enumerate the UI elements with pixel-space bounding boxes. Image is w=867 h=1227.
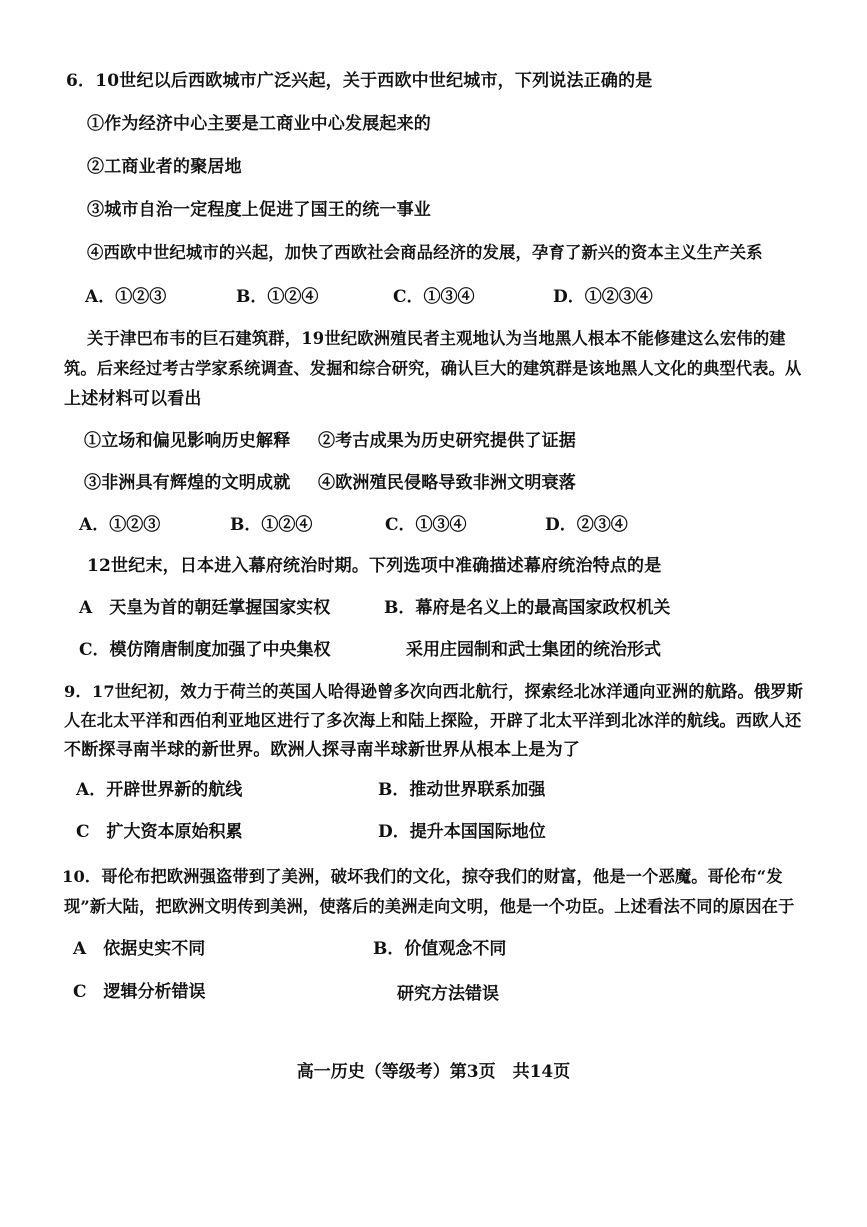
q6-option-d: D．①②③④ (553, 287, 653, 307)
q7-item-3: ③非洲具有辉煌的文明成就 (84, 473, 291, 493)
q10-stem-line-2: 现”新大陆，把欧洲文明传到美洲，使落后的美洲走向文明，他是一个功臣。上述看法不同的原因在于 (64, 897, 795, 916)
q8-stem: 12世纪末，日本进入幕府统治时期。下列选项中准确描述幕府统治特点的是 (87, 556, 662, 576)
q7-option-c: C．①③④ (385, 515, 467, 535)
q7-stem-line-1: 关于津巴布韦的巨石建筑群，19世纪欧洲殖民者主观地认为当地黑人根本不能修建这么宏伟的建 (87, 329, 786, 348)
q7-stem-line-2: 筑。后来经过考古学家系统调查、发掘和综合研究，确认巨大的建筑群是该地黑人文化的典型代表。从 (64, 359, 802, 378)
q10-option-b: B．价值观念不同 (373, 939, 507, 959)
q10-option-d: 研究方法错误 (397, 984, 499, 1004)
q9-option-c: C 扩大资本原始积累 (76, 822, 243, 842)
q8-option-c: C．模仿隋唐制度加强了中央集权 (79, 640, 331, 660)
q8-option-d: 采用庄园制和武士集团的统治形式 (406, 640, 661, 660)
q7-item-2: ②考古成果为历史研究提供了证据 (318, 431, 576, 451)
q7-item-4: ④欧洲殖民侵略导致非洲文明衰落 (318, 473, 576, 493)
q9-option-d: D．提升本国国际地位 (378, 822, 546, 842)
q9-stem-line-3: 不断探寻南半球的新世界。欧洲人探寻南半球新世界从根本上是为了 (64, 740, 580, 760)
q10-option-c: C 逻辑分析错误 (73, 982, 206, 1002)
q6-item-1: ①作为经济中心主要是工商业中心发展起来的 (87, 114, 431, 134)
q10-option-a: A 依据史实不同 (73, 939, 206, 959)
q7-option-b: B．①②④ (230, 515, 313, 535)
q7-item-1: ①立场和偏见影响历史解释 (84, 431, 291, 451)
q6-option-a: A．①②③ (85, 287, 167, 307)
q6-option-b: B．①②④ (236, 287, 319, 307)
q9-option-a: A．开辟世界新的航线 (76, 780, 243, 800)
q6-item-4: ④西欧中世纪城市的兴起，加快了西欧社会商品经济的发展，孕育了新兴的资本主义生产关系 (87, 243, 763, 262)
q9-option-b: B．推动世界联系加强 (378, 780, 546, 800)
q7-stem-line-3: 上述材料可以看出 (64, 389, 202, 409)
q9-stem-line-1: 9．17世纪初，效力于荷兰的英国人哈得逊曾多次向西北航行，探索经北冰洋通向亚洲的航路。俄罗斯 (64, 682, 804, 701)
q6-option-c: C．①③④ (393, 287, 475, 307)
q9-stem-line-2: 人在北太平洋和西伯利亚地区进行了多次海上和陆上探险，开辟了北太平洋到北冰洋的航线。西欧人还 (64, 711, 802, 730)
q7-option-d: D．②③④ (545, 515, 628, 535)
q7-option-a: A．①②③ (79, 515, 161, 535)
q6-item-2: ②工商业者的聚居地 (87, 157, 242, 177)
page-footer: 高一历史（等级考）第3页 共14页 (296, 1062, 571, 1082)
q10-stem-line-1: 10．哥伦布把欧洲强盗带到了美洲，破坏我们的文化，掠夺我们的财富，他是一个恶魔。哥伦布“发 (62, 867, 783, 886)
q8-option-a: A 天皇为首的朝廷掌握国家实权 (79, 598, 331, 618)
q6-stem: 6．10世纪以后西欧城市广泛兴起，关于西欧中世纪城市，下列说法正确的是 (66, 71, 653, 91)
q6-item-3: ③城市自治一定程度上促进了国王的统一事业 (87, 200, 431, 220)
q8-option-b: B．幕府是名义上的最高国家政权机关 (384, 598, 671, 618)
